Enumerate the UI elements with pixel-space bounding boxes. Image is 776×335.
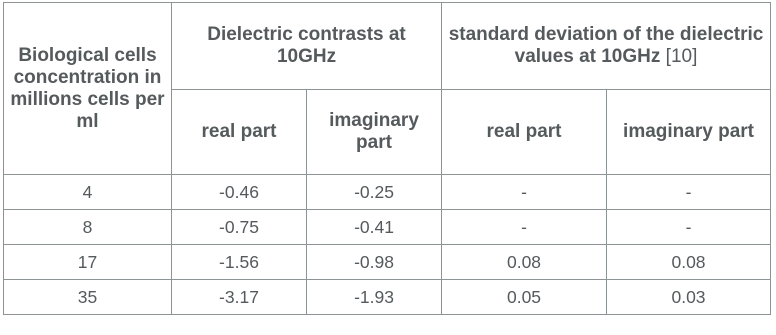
- cell-contrast-imaginary: -0.98: [307, 245, 442, 280]
- cell-std-imaginary: 0.03: [607, 280, 771, 315]
- cell-contrast-real: -0.75: [172, 210, 307, 245]
- cell-concentration: 17: [4, 245, 172, 280]
- cell-contrast-real: -1.56: [172, 245, 307, 280]
- cell-concentration: 8: [4, 210, 172, 245]
- header-standard-deviation: [442, 3, 771, 90]
- table-row: [4, 210, 771, 245]
- cell-contrast-real: -3.17: [172, 280, 307, 315]
- header-std-imaginary: imaginary part: [607, 90, 771, 175]
- reference-citation: [10]: [665, 46, 698, 67]
- cell-contrast-imaginary: -0.41: [307, 210, 442, 245]
- header-row-group: [4, 3, 771, 90]
- cell-contrast-real: -0.46: [172, 175, 307, 210]
- cell-std-real: -: [442, 210, 607, 245]
- cell-concentration: 4: [4, 175, 172, 210]
- table-row: [4, 280, 771, 315]
- cell-std-imaginary: -: [607, 210, 771, 245]
- cell-concentration: 35: [4, 280, 172, 315]
- header-standard-deviation-text: standard deviation of the dielectric values at 10GHz: [448, 24, 764, 67]
- header-dielectric-contrast: Dielectric contrasts at 10GHz: [172, 3, 442, 90]
- cell-std-real: 0.08: [442, 245, 607, 280]
- header-contrast-imaginary: imaginary part: [307, 90, 442, 175]
- cell-std-real: 0.05: [442, 280, 607, 315]
- header-concentration: Biological cells concentration in millions cells per ml: [4, 3, 172, 175]
- cell-std-real: -: [442, 175, 607, 210]
- header-std-real: real part: [442, 90, 607, 175]
- cell-std-imaginary: -: [607, 175, 771, 210]
- table-row: [4, 245, 771, 280]
- table-row: [4, 175, 771, 210]
- header-contrast-real: real part: [172, 90, 307, 175]
- dielectric-table: [3, 2, 771, 315]
- cell-contrast-imaginary: -1.93: [307, 280, 442, 315]
- cell-contrast-imaginary: -0.25: [307, 175, 442, 210]
- cell-std-imaginary: 0.08: [607, 245, 771, 280]
